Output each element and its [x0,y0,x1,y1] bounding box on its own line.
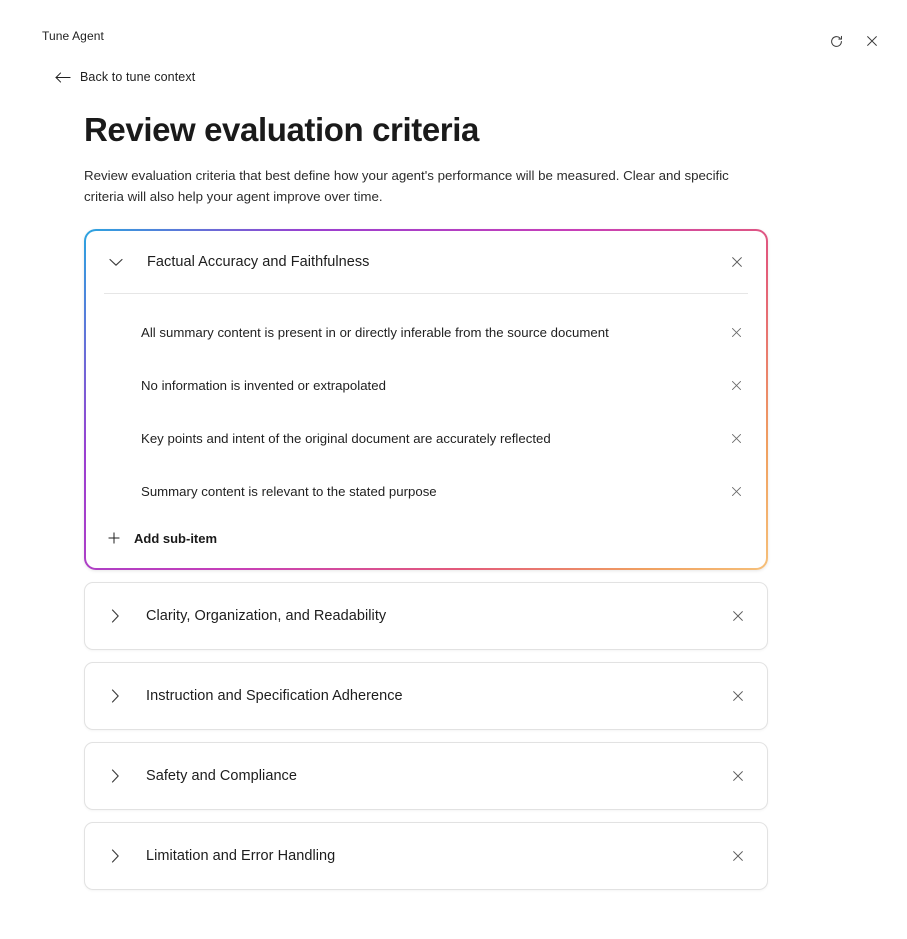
list-item[interactable] [104,465,748,518]
remove-subitem-button[interactable] [726,482,746,502]
criterion-title: Clarity, Organization, and Readability [146,608,387,625]
subitem-text: Summary content is relevant to the stated purpose [141,484,437,500]
chevron-right-icon[interactable] [105,686,125,706]
main-content [84,112,804,890]
refresh-icon[interactable] [823,28,849,54]
criterion-header[interactable] [86,231,766,293]
criterion-card-collapsed[interactable] [84,742,768,810]
subitem-text: All summary content is present in or directly inferable from the source document [141,325,609,341]
remove-subitem-button[interactable] [726,376,746,396]
chevron-right-icon[interactable] [105,606,125,626]
remove-criterion-button[interactable] [726,251,748,273]
chevron-right-icon[interactable] [105,846,125,866]
list-item[interactable] [104,359,748,412]
app-title: Tune Agent [42,29,104,43]
remove-criterion-button[interactable] [727,765,749,787]
add-sub-item-button[interactable] [86,524,766,568]
criterion-card-collapsed[interactable] [84,662,768,730]
criteria-list [84,229,768,890]
criterion-title: Limitation and Error Handling [146,848,336,865]
back-link-label: Back to tune context [80,70,196,84]
criterion-card-collapsed[interactable] [84,822,768,890]
plus-icon [106,530,122,546]
criterion-title: Instruction and Specification Adherence [146,688,403,705]
remove-criterion-button[interactable] [727,685,749,707]
subitem-text: No information is invented or extrapolated [141,378,386,394]
criterion-title: Factual Accuracy and Faithfulness [147,254,370,271]
remove-criterion-button[interactable] [727,845,749,867]
page-subtitle: Review evaluation criteria that best define how your agent's performance will be measured. Clear and specific criteria will also help your agent improve over time. [84,167,729,204]
remove-subitem-button[interactable] [726,429,746,449]
list-item[interactable] [104,412,748,465]
arrow-left-icon [55,69,71,85]
remove-subitem-button[interactable] [726,323,746,343]
list-item[interactable] [104,306,748,359]
window-controls [823,28,885,54]
criterion-title: Safety and Compliance [146,768,297,785]
criterion-card-expanded [84,229,768,570]
add-sub-item-label: Add sub-item [134,530,218,546]
criterion-subitem-list [86,294,766,524]
window-title-bar [0,0,907,56]
subitem-text: Key points and intent of the original document are accurately reflected [141,431,551,447]
close-icon[interactable] [859,28,885,54]
chevron-down-icon[interactable] [106,252,126,272]
remove-criterion-button[interactable] [727,605,749,627]
criterion-card-collapsed[interactable] [84,582,768,650]
back-to-tune-context-link[interactable] [55,69,195,85]
chevron-right-icon[interactable] [105,766,125,786]
page-title: Review evaluation criteria [84,111,479,148]
criterion-card-inner [86,231,766,568]
